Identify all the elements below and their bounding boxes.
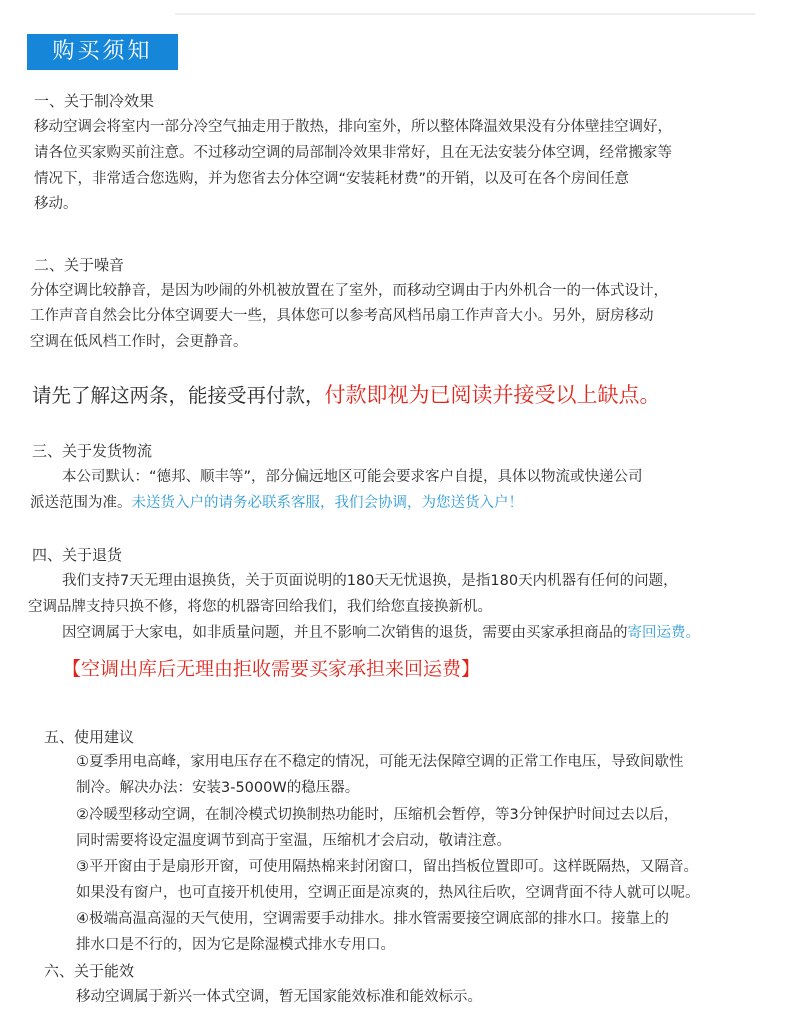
- section-5-line-2: 制冷。解决办法：安装3-5000W的稳压器。: [76, 780, 360, 796]
- delivery-contact-note: 未送货入户的请务必联系客服，我们会协调，为您送货入户！: [131, 495, 523, 511]
- section-6-line-1: 移动空调属于新兴一体式空调，暂无国家能效标准和能效标示。: [76, 989, 482, 1005]
- section-5-line-4: 同时需要将设定温度调节到高于室温，压缩机才会启动，敬请注意。: [76, 833, 511, 849]
- section-4-line-1: 我们支持7天无理由退换货，关于页面说明的180天无忧退换，是指180天内机器有任何的问题，: [62, 573, 678, 589]
- section-2-heading: 二、关于噪音: [34, 256, 125, 274]
- section-4-line-3: [62, 623, 700, 643]
- section-5-heading: 五、使用建议: [44, 728, 135, 746]
- rejection-warning: 【空调出库后无理由拒收需要买家承担来回运费】: [62, 658, 481, 680]
- section-2-line-1: 分体空调比较静音，是因为吵闹的外机被放置在了室外，而移动空调由于内外机合一的一体式设计，: [30, 283, 668, 299]
- section-6-heading: 六、关于能效: [44, 962, 135, 980]
- section-4-heading: 四、关于退货: [32, 546, 123, 564]
- return-shipping-fee-note: 寄回运费。: [627, 625, 700, 641]
- section-5-line-1: ①夏季用电高峰，家用电压存在不稳定的情况，可能无法保障空调的正常工作电压，导致间歇性: [76, 754, 684, 770]
- section-3-line-1: 本公司默认：“德邦、顺丰等”，部分偏远地区可能会要求客户自提，具体以物流或快递公司: [62, 469, 643, 485]
- section-2-line-2: 工作声音自然会比分体空调要大一些，具体您可以参考高风档吊扇工作声音大小。另外，厨房移动: [30, 308, 654, 324]
- section-5-line-6: 如果没有窗户，也可直接开机使用，空调正面是凉爽的，热风往后吹，空调背面不待人就可以呢。: [76, 885, 700, 901]
- section-4-line-3-text: 因空调属于大家电，如非质量问题，并且不影响二次销售的退货，需要由买家承担商品的: [62, 625, 628, 641]
- section-1-line-2: 请各位买家购买前注意。不过移动空调的局部制冷效果非常好，且在无法安装分体空调，经常搬家等: [34, 145, 672, 161]
- section-1-line-4: 移动。: [34, 196, 78, 212]
- section-5-line-5: ③平开窗由于是扇形开窗，可使用隔热棉来封闭窗口，留出挡板位置即可。这样既隔热，又隔音。: [76, 859, 698, 875]
- section-5-line-3: ②冷暖型移动空调，在制冷模式切换制热功能时，压缩机会暂停，等3分钟保护时间过去以后，: [76, 807, 679, 823]
- section-5-line-8: 排水口是不行的，因为它是除湿模式排水专用口。: [76, 937, 395, 953]
- page-title: 购买须知: [27, 34, 178, 70]
- section-2-line-3: 空调在低风档工作时，会更静音。: [30, 334, 248, 350]
- section-3-heading: 三、关于发货物流: [32, 442, 153, 460]
- section-3-line-2-text: 派送范围为准。: [30, 495, 132, 511]
- decorative-divider: [175, 13, 755, 15]
- section-1-heading: 一、关于制冷效果: [34, 92, 155, 110]
- payment-notice-highlight: 付款即视为已阅读并接受以上缺点。: [324, 383, 661, 407]
- section-3-line-2: [30, 493, 523, 513]
- section-1-line-1: 移动空调会将室内一部分冷空气抽走用于散热，排向室外，所以整体降温效果没有分体壁挂空调好，: [34, 119, 672, 135]
- section-5-line-7: ④极端高温高湿的天气使用，空调需要手动排水。排水管需要接空调底部的排水口。接靠上的: [76, 911, 669, 927]
- section-1-line-3: 情况下，非常适合您选购，并为您省去分体空调“安装耗材费”的开销，以及可在各个房间任意: [34, 171, 630, 187]
- payment-notice-text: 请先了解这两条，能接受再付款，: [32, 384, 325, 407]
- section-4-line-2: 空调品牌支持只换不修，将您的机器寄回给我们，我们给您直接换新机。: [28, 599, 492, 615]
- payment-notice: [32, 380, 661, 411]
